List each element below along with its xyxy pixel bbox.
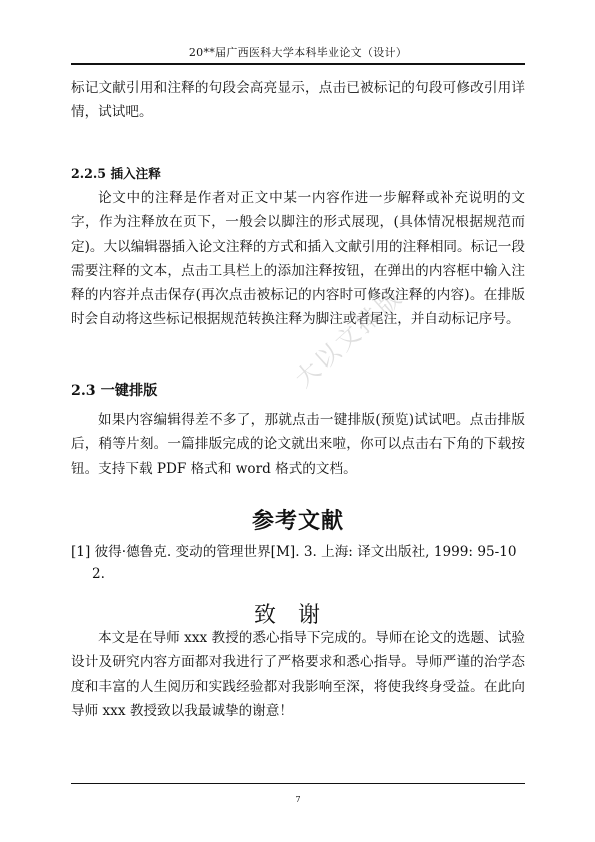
acknowledgement-paragraph: 本文是在导师 xxx 教授的悉心指导下完成的。导师在论文的选题、试验设计及研究内容方面都对我进行了严格要求和悉心指导。导师严谨的治学态度和丰富的人生阅历和实践经验都对我影响至深，将使我终身受益。在此向导师 xxx 教授致以我最诚挚的谢意！ <box>71 630 525 719</box>
section-2-3-heading: 2.3 一键排版 <box>71 383 158 399</box>
references-title: 参考文献 <box>251 508 344 534</box>
reference-item-1-line1: [1] 彼得·德鲁克. 变动的管理世界[M]. 3. 上海: 译文出版社, 1999: 95-10 <box>71 544 517 560</box>
header-text: 20**届广西医科大学本科毕业论文（设计） <box>188 46 408 59</box>
acknowledgement-title: 致谢 <box>253 603 342 628</box>
reference-item-1-line2: 2. <box>92 566 105 582</box>
page-footer <box>71 783 525 804</box>
section-2-3-paragraph: 如果内容编辑得差不多了，那就点击一键排版(预览)试试吧。点击排版后，稍等片刻。一篇排版完成的论文就出来啦，你可以点击右下角的下载按钮。支持下载 PDF 格式和 word 格式的文档。 <box>71 412 525 477</box>
page-number: 7 <box>295 795 301 804</box>
section-2-2-5-heading: 2.2.5 插入注释 <box>71 166 161 181</box>
watermark: 大以文排版 <box>289 281 409 393</box>
section-2-2-4-tail-paragraph: 标记文献引用和注释的句段会高亮显示，点击已被标记的句段可修改引用详情，试试吧。 <box>71 80 525 121</box>
section-2-2-5-paragraph: 论文中的注释是作者对正文中某一内容作进一步解释或补充说明的文字，作为注释放在页下，一般会以脚注的形式展现，(具体情况根据规范而定)。大以编辑器插入论文注释的方式和插入文献引用的注释相同。标记一段需要注释的文本，点击工具栏上的添加注释按钮，在弹出的内容框中输入注释的内容并点击保存(再次点击被标记的内容时可修改注释的内容)。在排版时会自动将这些标记根据规范转换注释为脚注或者尾注，并自动标记序号。 <box>71 190 525 328</box>
page-header <box>71 41 525 65</box>
